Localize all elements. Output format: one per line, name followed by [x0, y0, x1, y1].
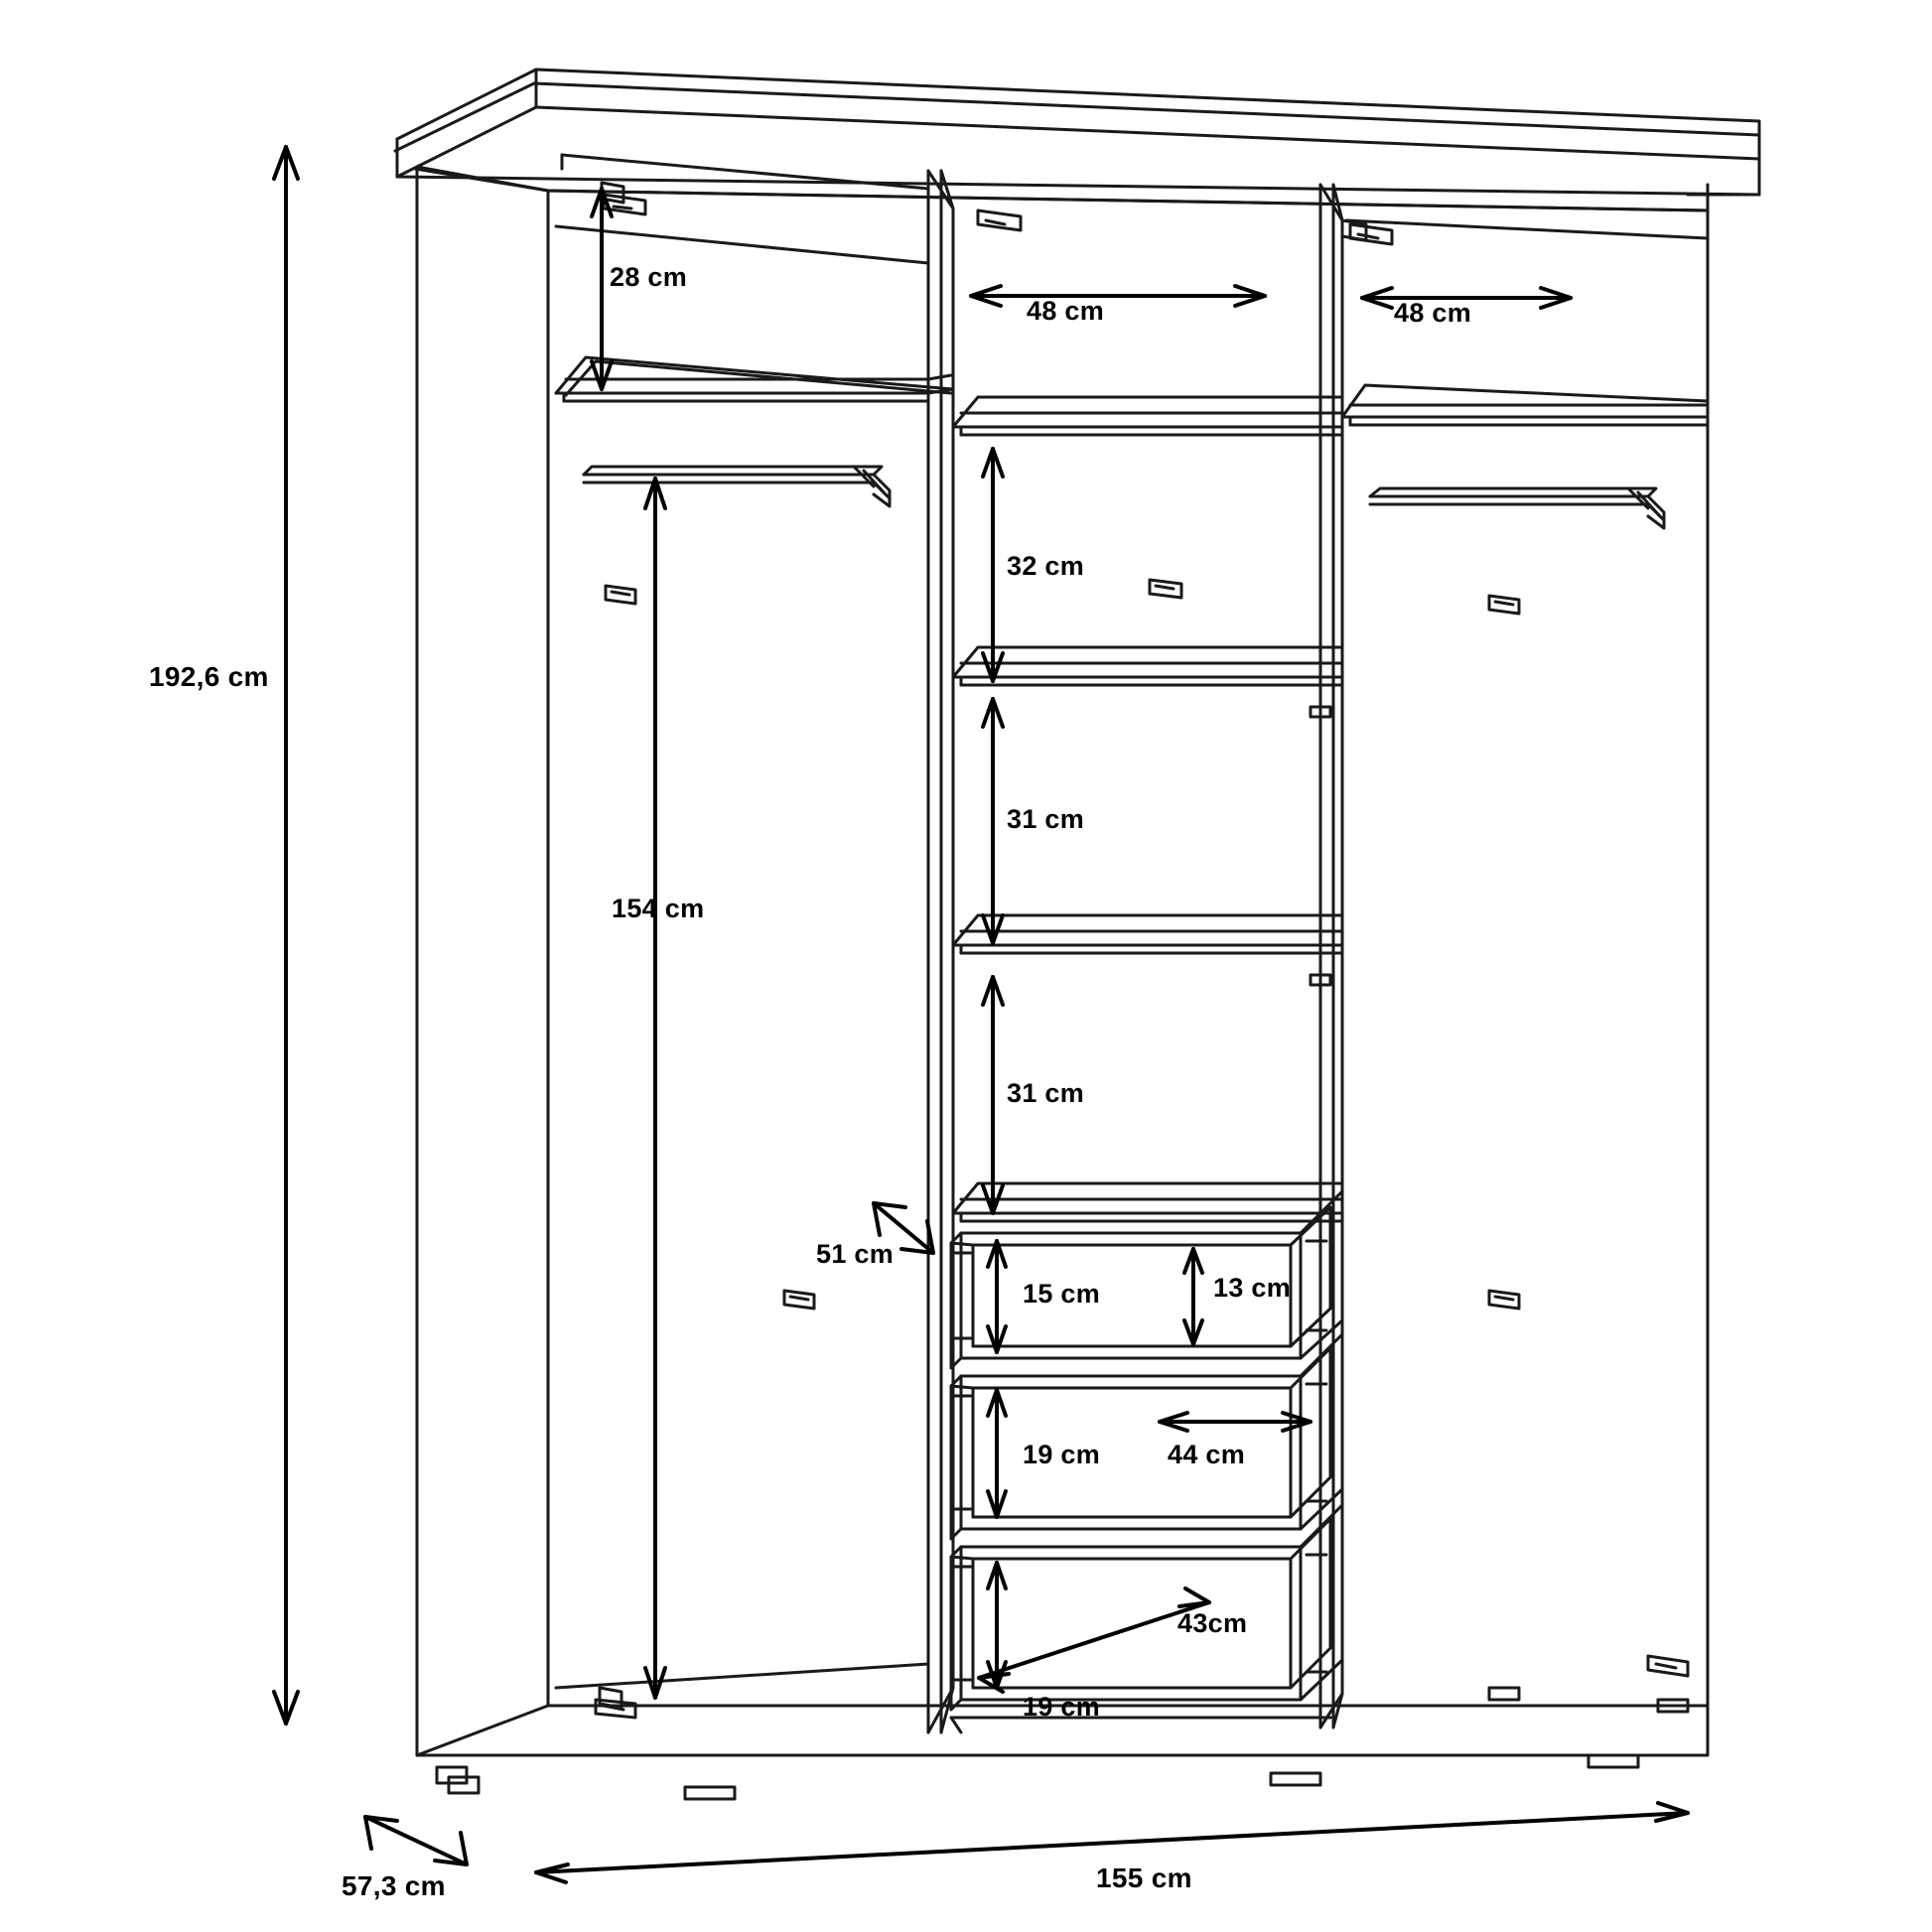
dim-right-shelf-width: 48 cm [1394, 298, 1472, 328]
dim-middle-gap-2: 31 cm [1007, 804, 1085, 834]
dim-drawer2-front-height: 19 cm [1023, 1440, 1101, 1469]
dim-total-height: 192,6 cm [149, 661, 269, 692]
dim-total-depth: 57,3 cm [342, 1870, 446, 1901]
dim-hanging-depth: 51 cm [816, 1239, 895, 1269]
dim-drawer1-front-height: 15 cm [1023, 1279, 1101, 1309]
dim-drawer3-front-height: 19 cm [1023, 1692, 1101, 1722]
dim-drawer3-inner-width: 43cm [1177, 1608, 1248, 1638]
dim-middle-gap-1: 32 cm [1007, 551, 1085, 581]
dim-top-compartment-height: 28 cm [610, 262, 688, 292]
dim-hanging-height: 154 cm [612, 894, 705, 923]
dim-drawer1-inner-height: 13 cm [1213, 1273, 1292, 1303]
dim-drawer2-inner-width: 44 cm [1168, 1440, 1246, 1469]
dim-total-width: 155 cm [1096, 1863, 1192, 1893]
dim-middle-gap-3: 31 cm [1007, 1078, 1085, 1108]
dim-middle-shelf-width: 48 cm [1027, 296, 1105, 326]
